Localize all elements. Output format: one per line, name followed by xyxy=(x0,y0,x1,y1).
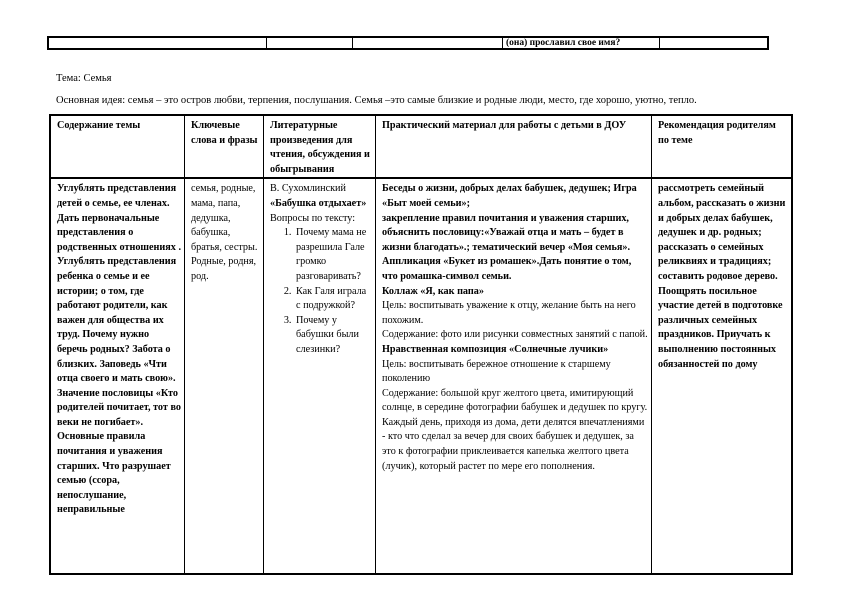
composition-goal: Цель: воспитывать бережное отношение к старшему поколению xyxy=(382,358,611,385)
table-row xyxy=(48,37,768,49)
practical-cell xyxy=(376,178,652,574)
content-cell: Углублять представления детей о семье, ее членах. Дать первоначальные представления о родственных отношениях . Углублять представления ребенка о семье и ее истории; о том, где работают родители, как важен для общества их труд. Почему нужно беречь родных? Забота о близких. Заповедь «Чти отца своего и мать свою». Значение пословицы «Кто родителей почитает, тот во веки не погибает». Основные правила почитания и уважения старших. Что разрушает семью (ссора, непослушание, неправильные xyxy=(50,178,185,574)
composition-title: Нравственная композиция «Солнечные лучики» xyxy=(382,343,609,355)
literature-author: В. Сухомлинский xyxy=(270,183,346,195)
keywords-cell: семья, родные, мама, папа, дедушка, бабушка, братья, сестры. Родные, родня, род. xyxy=(185,178,264,574)
composition-content: Содержание: большой круг желтого цвета, имитирующий солнце, в середине фотографии бабушек и дедушек по кругу. Каждый день, приходя из дома, дети делятся впечатлениями - кто что сделал за вечер для своих бабушек и дедушек, за это к фотографии приклеивается капелька желтого цвета (лучик), который растет по мере его пополнения. xyxy=(382,387,648,472)
practical-applique: Аппликация «Букет из ромашек».Дать понятие о том, что ромашка-символ семьи. xyxy=(382,256,632,282)
header-content: Содержание темы xyxy=(50,115,185,178)
collage-content: Содержание: фото или рисунки совместных занятий с папой. xyxy=(382,329,648,341)
table-row xyxy=(50,178,792,574)
header-practical: Практический материал для работы с детьми в ДОУ xyxy=(376,115,652,178)
list-item: 2. Как Галя играла с подружкой? xyxy=(294,285,372,314)
collage-goal: Цель: воспитывать уважение к отцу, желание быть на него похожим. xyxy=(382,300,636,326)
practical-rules: закрепление правил почитания и уважения старших, объяснить пословицу:«Уважай отца и мать – будет в жизни благодать».; тематический вечер «Моя семья». xyxy=(382,212,631,253)
recommendations-cell: рассмотреть семейный альбом, рассказать о жизни и добрых делах бабушек, дедушек и др. родных; рассказать о семейных реликвиях и традициях; составить родовое дерево. Поощрять посильное участие детей в подготовке различных семейных праздников. Приучать к выполнению постоянных обязанностей по дому xyxy=(652,178,793,574)
main-idea-text: Основная идея: семья – это остров любви, терпения, послушания. Семья –это самые близкие и родные люди, место, где хорошо, уютно, тепло. xyxy=(56,95,697,106)
theme-heading: Тема: Семья xyxy=(56,73,112,84)
header-keywords: Ключевые слова и фразы xyxy=(185,115,264,178)
list-item: 1. Почему мама не разрешила Гале громко разговаривать? xyxy=(294,226,372,284)
theme-plan-table xyxy=(49,114,793,575)
table-cell xyxy=(267,37,353,49)
collage-title: Коллаж «Я, как папа» xyxy=(382,285,484,297)
header-recommendations: Рекомендация родителям по теме xyxy=(652,115,793,178)
literature-cell xyxy=(264,178,376,574)
questions-label: Вопросы по тексту: xyxy=(270,212,356,224)
table-cell xyxy=(353,37,503,49)
practical-conversations: Беседы о жизни, добрых делах бабушек, дедушек; Игра «Быт моей семьи»; xyxy=(382,183,637,209)
literature-title: «Бабушка отдыхает» xyxy=(270,197,367,209)
questions-list xyxy=(270,226,372,357)
list-item: 3. Почему у бабушки были слезинки? xyxy=(294,314,372,358)
table-header-row xyxy=(50,115,792,178)
table-cell: (она) прославил свое имя? xyxy=(503,37,660,49)
table-cell xyxy=(48,37,267,49)
header-literature: Литературные произведения для чтения, обсуждения и обыгрывания xyxy=(264,115,376,178)
previous-table-fragment xyxy=(47,36,769,50)
table-cell xyxy=(660,37,769,49)
